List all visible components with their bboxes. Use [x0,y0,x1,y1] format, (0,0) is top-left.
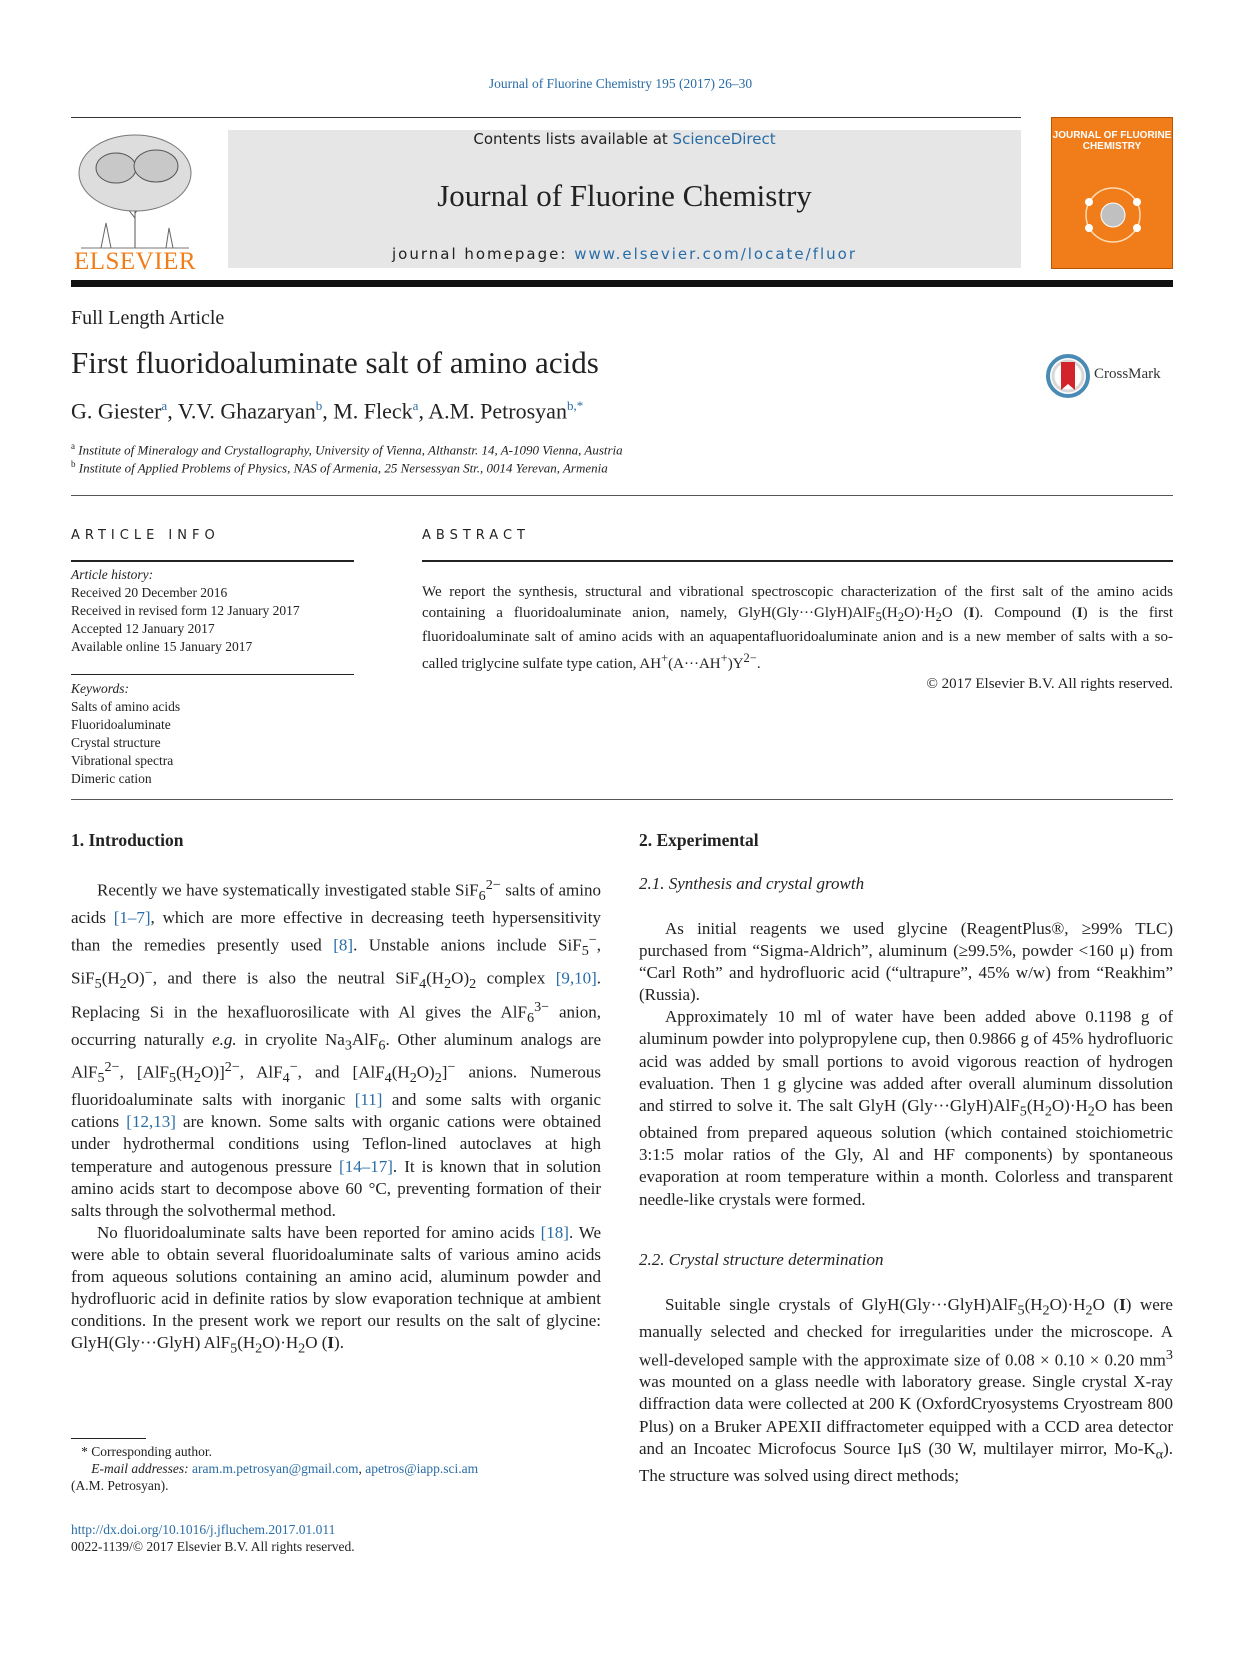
affiliation-text: Institute of Applied Problems of Physics, NAS of Armenia, 25 Nersessyan Str., 0014 Yerevan, Armenia [78,460,608,476]
abstract-body: We report the synthesis, structural and vibrational spectroscopic characterization of the first salt of the amino acids containing a fluoridoaluminate anion, namely, $GlyH(Gly\cdot\cdot\cdot GlyH)AlF_5(H_2O)\cdot H_2O$ (I). Compound (I) is the first fluoridoaluminate salt of amino acids with an aquapentafluoridoaluminate anion and is a new member of salts with a so-called triglycine sulfate type cation, $AH^+(A\cdot\cdot\cdot AH^+)Y^{2-}$. [422,584,1173,672]
author-list: G. Giester$^a$, V.V. Ghazaryan$^b$, M. Fleck$^a$, A.M. Petrosyan$^{b,*}$ [71,398,584,424]
corresponding-person: (A.M. Petrosyan). [71,1478,169,1493]
crossmark-label: CrossMark [1094,366,1161,382]
author-name[interactable]: G. Giester [71,398,162,424]
synthesis-body: As initial reagents we used glycine (ReagentPlus®, ≥99% TLC) purchased from “Sigma-Aldrich”, aluminum (≥99.5%, powder <160 μ) from “Carl Roth” and hydrofluoric acid (“ultrapure”, 45% w/w) from “Reakhim” (Russia). Approximately 10 ml of water have been added above 0.1198 g of aluminum powder into polypropylene cup, then 0.9866 g of 45% hydrofluoric acid was added by small portions to avoid vigorous reaction of hydrogen evaluation. Then 1 g glycine was added after overall aluminum dissolution and stirred to solve it. The salt GlyH $(Gly\cdot\cdot\cdot GlyH)AlF_5(H_2O)\cdot H_2O$ has been obtained from prepared aqueous solution (which contained stoichiometric 3:1:5 molar ratios of the Gly, Al and HF components) by spontaneous evaporation at room temperature within a month. Colorless and transparent needle-like crystals were formed. [639,919,1174,1209]
history-item: Available online 15 January 2017 [71,639,253,654]
section-heading-introduction: 1. Introduction [71,830,184,850]
abstract-heading: ABSTRACT [422,528,530,543]
article-type: Full Length Article [71,307,225,329]
history-label: Article history: [71,567,154,582]
reference-link[interactable]: [1–7] [113,908,151,928]
article-info-rule [71,560,354,562]
crossmark-icon [1046,354,1090,398]
author-affiliation-mark[interactable]: a [161,398,168,413]
elsevier-wordmark: ELSEVIER [73,248,197,275]
keyword-item: Dimeric cation [71,771,152,786]
abstract-text [422,582,1173,695]
cover-molecule-icon [1073,180,1153,250]
author-affiliation-mark[interactable]: b [315,398,323,413]
reference-link[interactable]: [18] [540,1222,569,1242]
contents-prefix: Contents lists available at [473,130,673,148]
affiliation-a [71,441,623,458]
journal-title: Journal of Fluorine Chemistry [437,178,812,213]
keyword-item: Crystal structure [71,735,161,750]
doi-link[interactable]: http://dx.doi.org/10.1016/j.jfluchem.2017.01.011 [71,1522,336,1537]
affiliation-mark: a [71,441,75,451]
keywords-rule [71,674,354,675]
header-thick-rule [71,280,1173,287]
email-link[interactable]: apetros@iapp.sci.am [365,1461,479,1476]
reference-link[interactable]: [12,13] [126,1112,176,1132]
email-link[interactable]: aram.m.petrosyan@gmail.com [192,1461,359,1476]
front-matter-bottom-rule [71,799,1173,800]
author-affiliation-mark[interactable]: b,* [566,398,584,413]
corresponding-label: Corresponding author. [91,1444,212,1459]
history-item: Received in revised form 12 January 2017 [71,603,300,618]
section-heading-experimental: 2. Experimental [639,830,759,850]
history-item: Accepted 12 January 2017 [71,621,215,636]
article-history [71,566,300,656]
affiliation-b [71,459,608,476]
crossmark-badge[interactable] [1046,354,1176,400]
subsection-heading-crystal-structure: 2.2. Crystal structure determination [639,1250,884,1269]
keyword-item: Fluoridoaluminate [71,717,171,732]
author-name[interactable]: A.M. Petrosyan [428,398,567,424]
reference-link[interactable]: [14–17] [339,1156,393,1176]
affiliation-text: Institute of Mineralogy and Crystallography, University of Vienna, Althanstr. 14, A-1090 Vienna, Austria [78,442,623,458]
history-item: Received 20 December 2016 [71,585,228,600]
contents-line [228,130,1021,148]
sciencedirect-link[interactable]: ScienceDirect [672,130,776,148]
footnote-star: * [81,1444,88,1459]
homepage-link[interactable]: www.elsevier.com/locate/fluor [574,245,857,263]
reference-link[interactable]: [11] [354,1090,383,1110]
issn-line: 0022-1139/© 2017 Elsevier B.V. All rights reserved. [71,1539,355,1554]
homepage-prefix: journal homepage: [391,245,575,263]
corresponding-footnote: * Corresponding author. E-mail addresses: aram.m.petrosyan@gmail.com, apetros@iapp.sci.am (A.M. Petrosyan). [71,1444,479,1493]
keywords-list [71,680,180,788]
journal-cover-thumbnail[interactable] [1051,117,1173,269]
abstract-copyright: © 2017 Elsevier B.V. All rights reserved. [926,676,1173,692]
homepage-line [228,245,1021,263]
author-name[interactable]: V.V. Ghazaryan [177,398,316,424]
crystal-structure-body: Suitable single crystals of $GlyH(Gly\cdot\cdot\cdot GlyH)AlF_5(H_2O)\cdot H_2O$ (I) were manually selected and checked for irregularities under the microscope. A well-developed sample with the approximate size of 0.08 × 0.10 × 0.20 $mm^3$ was mounted on a glass needle with laboratory grease. Single crystal X-ray diffraction data were collected at 200 K (OxfordCryosystems Cryostream 800 Plus) on a Bruker APEXII diffractometer equipped with a CCD area detector and an Incoatec Microfocus Source IμS (30 W, multilayer mirror, $Mo-K_\alpha$). The structure was solved using direct methods; [639,1295,1173,1486]
author-affiliation-mark[interactable]: a [412,398,419,413]
reference-link[interactable]: [9,10] [555,969,597,989]
affiliation-mark: b [71,459,76,469]
doi-block [71,1521,355,1555]
keywords-label: Keywords: [71,681,129,696]
subsection-heading-synthesis: 2.1. Synthesis and crystal growth [639,874,865,893]
reference-link[interactable]: [8] [333,935,354,955]
header-rule [71,117,1021,118]
keyword-item: Salts of amino acids [71,699,181,714]
title-bottom-rule [71,495,1173,496]
cover-title: JOURNAL OF FLUORINE CHEMISTRY [1052,130,1172,152]
article-info-heading: ARTICLE INFO [71,528,220,543]
article-title: First fluoridoaluminate salt of amino acids [71,345,599,380]
email-label: E-mail addresses: [91,1461,192,1476]
introduction-body: Recently we have systematically investigated stable SiF$_6^{2-}$ salts of amino acids [1–7], which are more effective in decreasing teeth hypersensitivity than the remedies presently used [8]. Unstable anions include SiF$_5$−, $SiF_5(H_2O)^-$, and there is also the neutral $SiF_4(H_2O)_2$ complex [9,10]. Replacing Si in the hexafluorosilicate with Al gives the AlF$_6^{3-}$ anion, occurring naturally e.g. in cryolite $Na_3AlF_6$. Other aluminum analogs are AlF$_5^{2-}$, $[AlF_5(H_2O)]^{2-}$, AlF$_4$−, and $[AlF_4(H_2O)_2]^-$ anions. Numerous fluoridoaluminate salts with inorganic [11] and some salts with organic cations [12,13] are known. Some salts with organic cations were obtained under hydrothermal conditions using Teflon-lined autoclaves at high temperature and autogenous pressure [14–17]. It is known that in solution amino acids start to decompose above 60 °C, preventing formation of their salts through the solvothermal method. No fluoridoaluminate salts have been reported for amino acids [18]. We were able to obtain several fluoridoaluminate salts of various amino acids from aqueous solutions containing an amino acid, aluminum powder and hydrofluoric acid in definite ratios by slow evaporation technique at ambient conditions. In the present work we report our results on the salt of glycine: GlyH(Gly···GlyH) $AlF_5(H_2O)\cdot H_2O$ (I). [71,877,602,1357]
keyword-item: Vibrational spectra [71,753,174,768]
journal-masthead [228,130,1021,268]
footnote-rule [71,1438,146,1439]
journal-citation[interactable]: Journal of Fluorine Chemistry 195 (2017) 26–30 [488,76,753,91]
author-name[interactable]: M. Fleck [333,398,413,424]
abstract-rule [422,560,1173,562]
